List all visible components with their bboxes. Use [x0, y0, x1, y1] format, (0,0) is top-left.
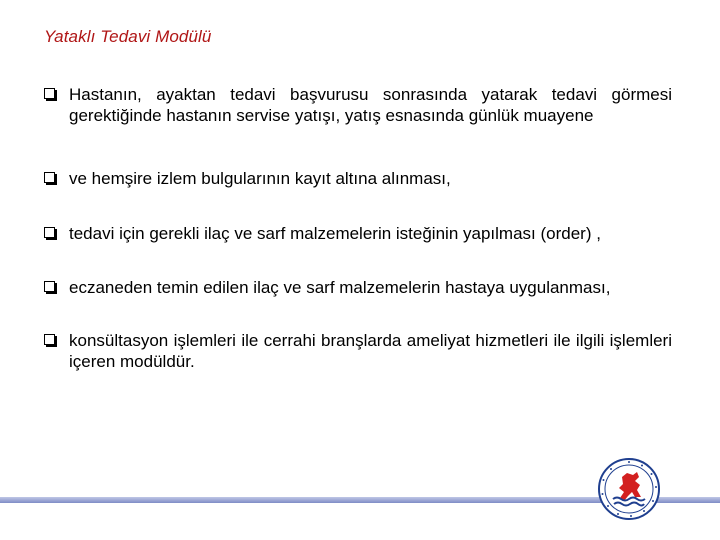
bullet-item: [44, 330, 672, 372]
bullet-item: [44, 168, 672, 189]
slide-title: Yataklı Tedavi Modülü: [44, 27, 212, 46]
bullet-text: konsültasyon işlemleri ile cerrahi branşlarda ameliyat hizmetleri ile ilgili işlemleri içeren modüldür.: [69, 331, 672, 371]
bullet-item: [44, 84, 672, 126]
checkbox-square-icon: [44, 281, 55, 292]
bullet-list: [44, 84, 672, 372]
bullet-text: eczaneden temin edilen ilaç ve sarf malzemelerin hastaya uygulanması,: [69, 278, 611, 297]
checkbox-square-icon: [44, 88, 55, 99]
checkbox-square-icon: [44, 227, 55, 238]
checkbox-square-icon: [44, 172, 55, 183]
university-seal-icon: [597, 457, 661, 521]
checkbox-square-icon: [44, 334, 55, 345]
bullet-item: [44, 223, 672, 244]
bullet-item: [44, 277, 672, 298]
bullet-text: tedavi için gerekli ilaç ve sarf malzemelerin isteğinin yapılması (order) ,: [69, 224, 601, 243]
bullet-text: ve hemşire izlem bulgularının kayıt altına alınması,: [69, 169, 451, 188]
bullet-text: Hastanın, ayaktan tedavi başvurusu sonrasında yatarak tedavi görmesi gerektiğinde hastanın servise yatışı, yatış esnasında günlük muayene: [69, 85, 672, 125]
